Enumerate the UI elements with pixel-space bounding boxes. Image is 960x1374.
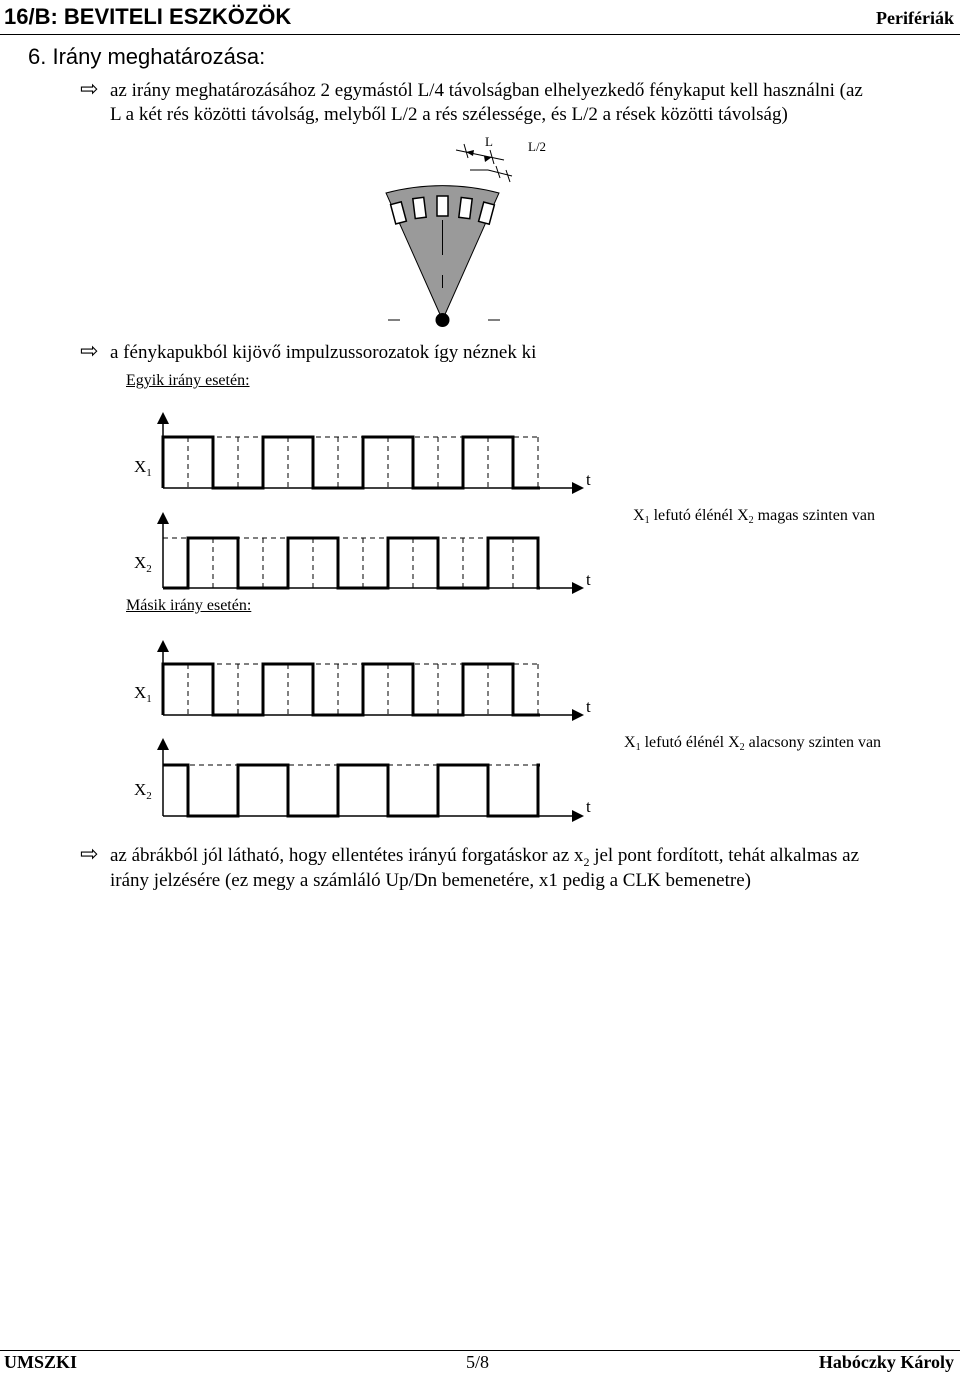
x2-grid-dashes — [163, 765, 540, 816]
bullet-arrow-icon: ⇨ — [80, 339, 99, 364]
bullet-3-subscript: 2 — [583, 854, 590, 869]
time-label: t — [586, 797, 591, 816]
x2-label: $X_2$ — [134, 780, 152, 802]
time-label: t — [586, 470, 591, 489]
x1-pulse-train — [163, 437, 540, 488]
axis-arrowhead — [572, 810, 584, 822]
label-L2: L/2 — [528, 139, 547, 154]
page-header-topic: Perifériák — [876, 8, 954, 28]
time-label: t — [586, 697, 591, 716]
x2-pulse-train — [163, 538, 540, 588]
axis-arrowhead — [157, 738, 169, 750]
bullet-arrow-icon: ⇨ — [80, 77, 99, 102]
bullet-3-line-2: irány jelzésére (ez megy a számláló Up/Dn bemenetére, x1 pedig a CLK bemenetre) — [110, 870, 751, 891]
x2-grid-dashes — [163, 538, 540, 588]
x2-pulse-train — [163, 765, 540, 816]
footer-rule — [0, 1350, 960, 1351]
axis-arrowhead — [572, 709, 584, 721]
section-title: 6. Irány meghatározása: — [28, 44, 266, 69]
axis-arrowhead — [157, 512, 169, 524]
axis-arrowhead — [572, 482, 584, 494]
direction-two-note: X1 lefutó élénél X2 alacsony szinten van — [624, 734, 882, 753]
footer-page-number: 5/8 — [466, 1352, 490, 1372]
time-label: t — [586, 570, 591, 589]
footer-author: Habóczky Károly — [818, 1352, 954, 1372]
bullet-3-text-a: az ábrákból jól látható, hogy ellentétes irányú forgatáskor az x — [110, 845, 584, 866]
direction-one-title: Egyik irány esetén: — [126, 372, 250, 389]
bullet-3-text-b: jel pont fordított, tehát alkalmas az — [589, 845, 860, 866]
direction-two-title: Másik irány esetén: — [126, 597, 252, 614]
axis-arrowhead — [157, 640, 169, 652]
page-header-title: 16/B: BEVITELI ESZKÖZÖK — [4, 4, 292, 29]
bullet-1-line-2: L a két rés közötti távolság, melyből L/2 a rés szélessége, és L/2 a rések közötti távolság) — [110, 104, 788, 125]
axis-arrowhead — [572, 582, 584, 594]
x1-grid-dashes — [163, 437, 540, 488]
x1-grid-dashes — [163, 664, 540, 715]
label-L: L — [485, 134, 493, 149]
axis-arrowhead — [157, 412, 169, 424]
footer-school: UMSZKI — [4, 1352, 78, 1372]
bullet-arrow-icon: ⇨ — [80, 842, 99, 867]
bullet-1-line-1: az irány meghatározásához 2 egymástól L/4 távolságban elhelyezkedő fénykaput kell használni (az — [110, 80, 863, 101]
x1-label: $X_1$ — [134, 683, 152, 705]
bullet-2-text: a fénykapukból kijövő impulzussorozatok így néznek ki — [110, 342, 537, 363]
x2-label: $X_2$ — [134, 553, 152, 575]
x1-pulse-train — [163, 664, 540, 715]
direction-one-note: X1 lefutó élénél X2 magas szinten van — [633, 507, 875, 526]
x1-label: $X_1$ — [134, 457, 152, 479]
